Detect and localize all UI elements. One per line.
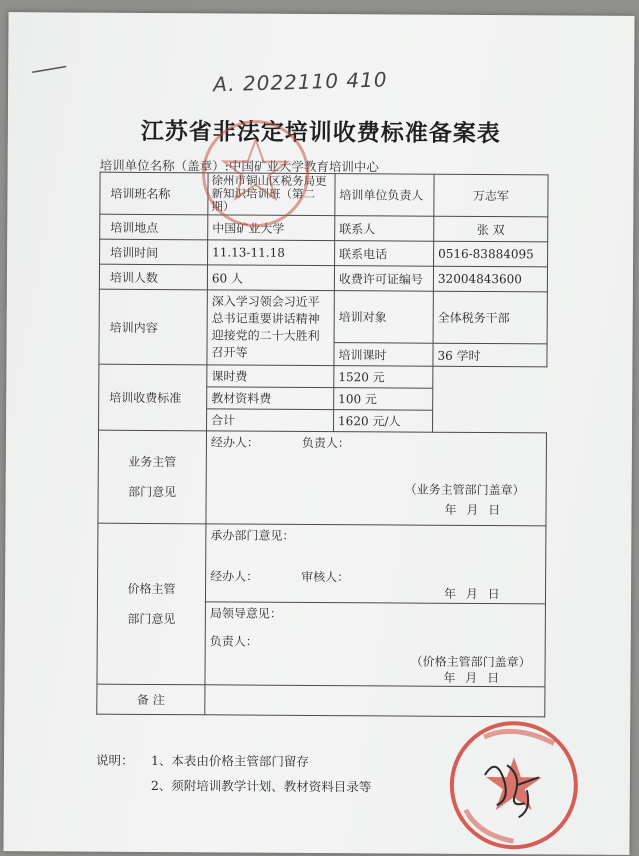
notes-label: 说明： [95, 752, 134, 768]
contact-label: 联系人 [335, 216, 434, 242]
fee-item-value: 1520 元 [334, 366, 433, 389]
table-row [100, 239, 548, 267]
pen-mark [30, 64, 70, 74]
business-label-line: 部门意见 [128, 484, 177, 500]
table-row [100, 172, 548, 217]
business-owner: 负责人： [301, 435, 350, 451]
phone-value: 0516-83884095 [434, 241, 548, 267]
head-value: 万志军 [434, 174, 548, 217]
class-name-label: 培训班名称 [100, 172, 208, 215]
remark-value [205, 685, 545, 717]
host-dept-opinion-cell [205, 524, 545, 604]
content-value: 深入学习领会习近平总书记重要讲话精神迎接党的二十大胜利召开等 [207, 290, 334, 366]
business-dept-label [98, 430, 207, 524]
training-center-stamp-faded [195, 113, 316, 234]
business-seal-note: （业务主管部门盖章） [404, 482, 525, 498]
class-name-value: 徐州市铜山区税务局更新知识培训班（第二期） [208, 173, 335, 216]
time-value: 11.13-11.18 [208, 240, 335, 266]
price-leader-date: 年 月 日 [443, 670, 503, 686]
fee-item-value: 100 元 [334, 388, 433, 411]
target-label: 培训对象 [334, 291, 433, 344]
document-page [3, 12, 634, 855]
business-date: 年 月 日 [444, 502, 504, 518]
note-item: 1、本表由价格主管部门留存 [150, 752, 310, 769]
business-handler: 经办人： [210, 435, 260, 450]
contact-value: 张 双 [434, 216, 548, 242]
table-row [97, 523, 545, 604]
hours-label: 培训课时 [334, 343, 433, 367]
location-label: 培训地点 [100, 214, 208, 240]
time-label: 培训时间 [100, 239, 208, 265]
fee-label: 培训收费标准 [99, 364, 207, 431]
table-row [99, 289, 547, 344]
price-reviewer: 审核人： [301, 569, 350, 585]
price-label-line: 部门意见 [127, 611, 176, 627]
filing-table [96, 172, 548, 718]
handwritten-code: A. 2022110 410 [212, 67, 388, 97]
table-row [100, 214, 548, 242]
fee-item-name: 课时费 [207, 365, 334, 388]
training-unit-value: 中国矿业大学教育培训中心 [228, 158, 379, 175]
count-label: 培训人数 [99, 264, 207, 290]
table-row [97, 684, 545, 717]
hours-value: 36 学时 [433, 343, 547, 367]
target-value: 全体税务干部 [433, 291, 547, 344]
table-row [99, 364, 547, 389]
form-title: 江苏省非法定培训收费标准备案表 [140, 118, 501, 148]
leader-opinion: 局领导意见： [209, 606, 282, 621]
business-label-line: 业务主管 [128, 454, 177, 470]
price-label-line: 价格主管 [127, 581, 176, 597]
table-row [98, 430, 547, 526]
price-owner: 负责人： [209, 634, 258, 649]
leader-opinion-cell [205, 602, 546, 687]
price-handler: 经办人： [210, 569, 259, 584]
business-opinion-cell [206, 431, 547, 526]
count-value: 60 人 [207, 265, 334, 291]
price-host-date: 年 月 日 [443, 586, 503, 602]
fee-item-value: 1620 元/人 [334, 410, 433, 433]
content-label: 培训内容 [99, 289, 207, 365]
location-value: 中国矿业大学 [208, 215, 335, 241]
head-label: 培训单位负责人 [335, 174, 434, 217]
price-dept-label [97, 523, 206, 685]
table-row [99, 264, 547, 292]
license-label: 收费许可证编号 [334, 266, 433, 292]
price-seal-note: （价格主管部门盖章） [410, 654, 531, 670]
fee-item-name: 合计 [207, 409, 334, 432]
remark-label: 备 注 [97, 684, 205, 715]
host-dept-opinion: 承办部门意见： [210, 528, 295, 543]
training-unit-label: 培训单位名称（盖章）: [99, 157, 229, 174]
phone-label: 联系电话 [335, 241, 434, 267]
note-item: 2、须附培训教学计划、教材资料目录等 [150, 777, 372, 795]
license-value: 32004843600 [433, 266, 547, 292]
signature [477, 745, 547, 825]
fee-item-name: 教材资料费 [207, 387, 334, 410]
